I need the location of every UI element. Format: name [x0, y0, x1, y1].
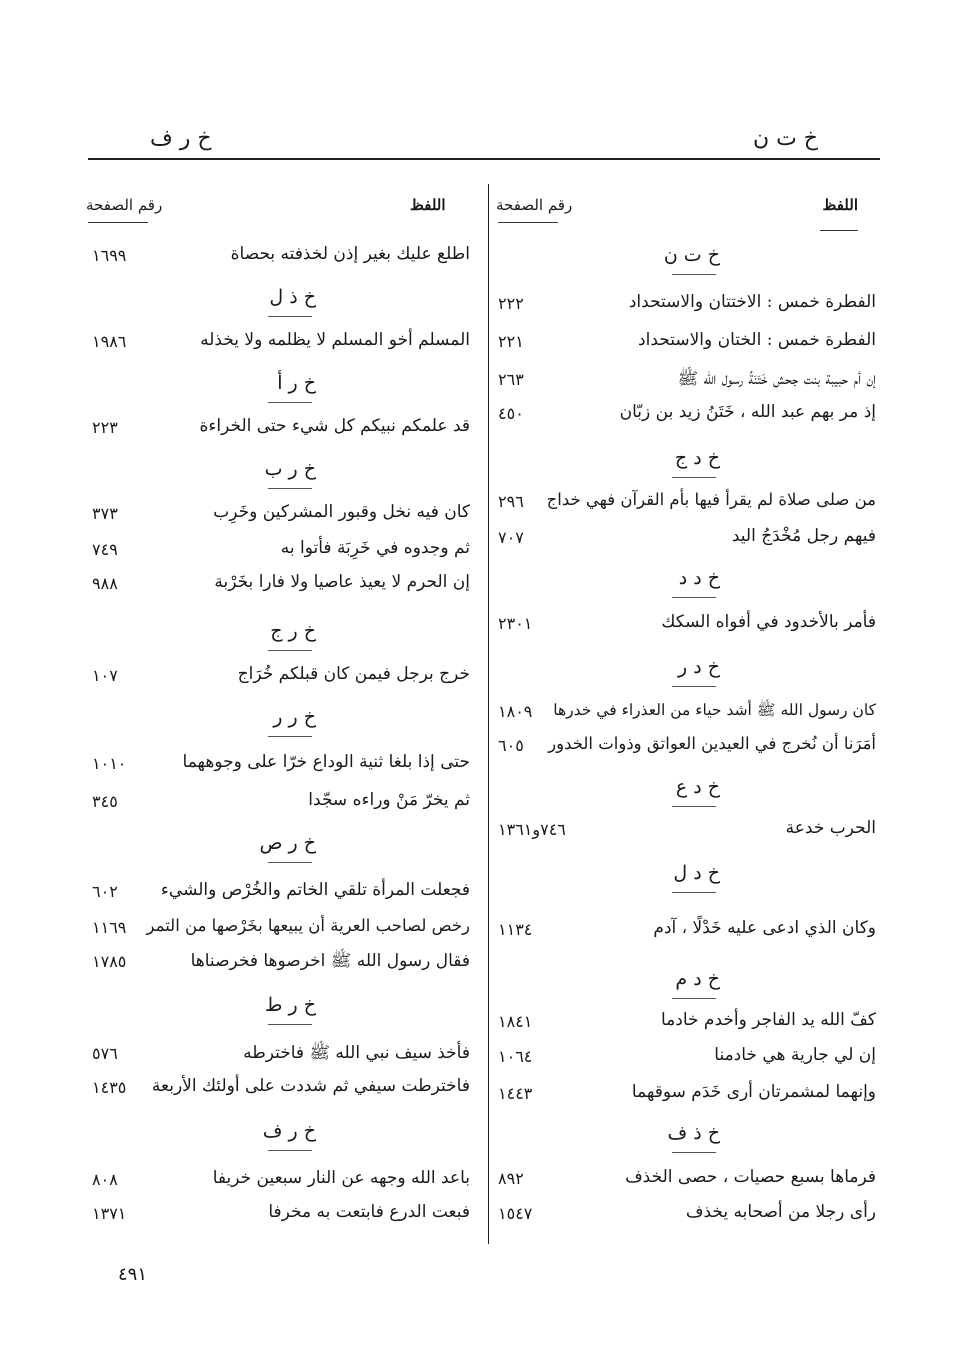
- entry-text: فجعلت المرأة تلقي الخاتم والخُرْص والشيء: [160, 880, 470, 900]
- entry-text: فبعت الدرع فابتعت به مخرفا: [268, 1202, 470, 1222]
- entry-page-number: ٢٦٣: [498, 370, 524, 389]
- entry-text: رأى رجلا من أصحابه يخذف: [685, 1202, 876, 1222]
- root-underline: [672, 686, 716, 687]
- entry-text: المسلم أخو المسلم لا يظلمه ولا يخذله: [200, 330, 470, 350]
- entry-text: من صلى صلاة لم يقرأ فيها بأم القرآن فهي خداج: [546, 490, 876, 509]
- header-left-title: خ ر ف: [150, 126, 212, 151]
- entry-text: اطلع عليك بغير إذن لخذفته بحصاة: [230, 244, 470, 264]
- entry-page-number: ١٠٦٤: [498, 1047, 533, 1066]
- root-underline: [672, 806, 716, 807]
- entry-text: ثم وجدوه في خَرِبَة فأتوا به: [280, 538, 470, 558]
- entry-text: فقال رسول الله ﷺ اخرصوها فخرصناها: [190, 951, 470, 971]
- entry-page-number: ٦٠٢: [92, 882, 118, 901]
- entry-text: إن أم حبيبة بنت جحش خَتَنَةُ رسول الله ﷺ: [677, 369, 876, 389]
- page-number: ٤٩١: [118, 1264, 148, 1285]
- header-rule: [88, 158, 880, 160]
- root-heading: خ ر ص: [259, 832, 316, 854]
- entry-text: كان رسول الله ﷺ أشد حياء من العذراء في خدرها: [553, 701, 876, 719]
- entry-text: ثم يخرّ مَنْ وراءه سجّدا: [308, 790, 470, 810]
- root-underline: [268, 736, 312, 737]
- entry-page-number: ٢٩٦: [498, 492, 524, 511]
- entry-page-number: ٢٢١: [498, 332, 524, 351]
- entry-page-number: ١٧٨٥: [92, 952, 127, 971]
- root-heading: خ ر أ: [277, 372, 316, 394]
- entry-page-number: ١٥٤٧: [498, 1204, 533, 1223]
- entry-text: رخص لصاحب العرية أن يبيعها بخَرْصها من التمر: [146, 916, 470, 935]
- entry-page-number: ١٨٠٩: [498, 702, 533, 721]
- entry-page-number: ٢٣٠١: [498, 614, 533, 633]
- root-underline: [672, 274, 716, 275]
- entry-page-number: ٦٠٥: [498, 736, 524, 755]
- entry-text: إن لي جارية هي خادمنا: [714, 1045, 876, 1065]
- left-word-label: اللفظ: [410, 196, 446, 214]
- root-underline: [268, 650, 312, 651]
- entry-page-number: ٧٠٧: [498, 528, 524, 547]
- entry-text: فرماها بسبع حصيات ، حصى الخذف: [625, 1167, 876, 1187]
- root-underline: [268, 1024, 312, 1025]
- entry-page-number: ٣٧٣: [92, 504, 118, 523]
- entry-page-number: ١١٣٤: [498, 920, 533, 939]
- entry-page-number: ٤٥٠: [498, 404, 524, 423]
- entry-text: إذ مر بهم عبد الله ، خَتَنُ زيد بن زبّان: [619, 402, 876, 422]
- root-heading: خ ت ن: [663, 244, 720, 266]
- root-heading: خ د ع: [675, 776, 720, 798]
- entry-text: الحرب خدعة: [785, 818, 876, 838]
- entry-text: وكان الذي ادعى عليه خَدْلًا ، آدم: [653, 918, 876, 938]
- entry-text: وإنهما لمشمرتان أرى خَدَم سوقهما: [631, 1082, 876, 1102]
- entry-text: قد علمكم نبيكم كل شيء حتى الخراءة: [199, 416, 470, 436]
- root-heading: خ د ر: [678, 656, 720, 678]
- root-heading: خ ذ ف: [667, 1122, 720, 1144]
- entry-text: كان فيه نخل وقبور المشركين وخَرِب: [213, 502, 470, 522]
- entry-page-number: ١٩٨٦: [92, 332, 127, 351]
- root-underline: [672, 1152, 716, 1153]
- header-right-title: خ ت ن: [752, 126, 818, 151]
- root-heading: خ ذ ل: [269, 286, 316, 308]
- entry-page-number: ٢٢٣: [92, 418, 118, 437]
- left-page-label-underline: [88, 222, 148, 223]
- entry-page-number: ٧٤٦و١٣٦١: [498, 820, 566, 839]
- entry-text: الفطرة خمس : الاختتان والاستحداد: [628, 292, 876, 312]
- entry-page-number: ١٤٣٥: [92, 1078, 127, 1097]
- entry-page-number: ٧٤٩: [92, 540, 118, 559]
- entry-page-number: ٥٧٦: [92, 1044, 118, 1063]
- entry-page-number: ٩٨٨: [92, 574, 118, 593]
- right-word-label: اللفظ: [822, 196, 858, 214]
- entry-page-number: ٨٩٢: [498, 1169, 524, 1188]
- entry-page-number: ١٠١٠: [92, 754, 127, 773]
- entry-page-number: ١١٦٩: [92, 918, 127, 937]
- left-page-label: رقم الصفحة: [86, 196, 163, 214]
- root-heading: خ ر ر: [273, 706, 316, 728]
- root-heading: خ د د: [678, 567, 720, 589]
- root-heading: خ ر ب: [264, 458, 316, 480]
- entry-text: فأمر بالأخدود في أفواه السكك: [661, 612, 876, 632]
- root-heading: خ ر ج: [270, 620, 316, 642]
- entry-text: إن الحرم لا يعيذ عاصيا ولا فارا بخَرْبة: [214, 572, 470, 592]
- entry-text: أمَرَنا أن نُخرج في العيدين العواتق وذوات الخدور: [548, 734, 876, 753]
- root-heading: خ ر ف: [262, 1120, 316, 1142]
- right-page-label: رقم الصفحة: [496, 196, 573, 214]
- entry-page-number: ٢٢٢: [498, 294, 524, 313]
- root-underline: [672, 998, 716, 999]
- root-underline: [268, 488, 312, 489]
- entry-text: فاخترطت سيفي ثم شددت على أولئك الأربعة: [151, 1076, 470, 1096]
- root-underline: [672, 892, 716, 893]
- entry-text: كفّ الله يد الفاجر وأخدم خادما: [660, 1010, 876, 1030]
- root-underline: [268, 862, 312, 863]
- entry-page-number: ١٦٩٩: [92, 246, 127, 265]
- root-heading: خ ر ط: [264, 994, 316, 1016]
- root-underline: [672, 477, 716, 478]
- root-underline: [268, 316, 312, 317]
- entry-text: الفطرة خمس : الختان والاستحداد: [638, 330, 876, 350]
- root-heading: خ د ل: [673, 862, 720, 884]
- entry-page-number: ٨٠٨: [92, 1170, 118, 1189]
- root-underline: [268, 402, 312, 403]
- column-divider: [488, 184, 489, 1244]
- entry-text: خرج برجل فيمن كان قبلكم خُرَاج: [237, 664, 470, 684]
- root-underline: [268, 1150, 312, 1151]
- entry-page-number: ١٨٤١: [498, 1012, 533, 1031]
- right-page-label-underline: [498, 222, 558, 223]
- entry-text: فأخذ سيف نبي الله ﷺ فاخترطه: [243, 1043, 470, 1063]
- entry-page-number: ١٤٤٣: [498, 1084, 533, 1103]
- entry-page-number: ١٣٧١: [92, 1204, 127, 1223]
- root-heading: خ د م: [675, 968, 720, 990]
- root-heading: خ د ج: [674, 447, 720, 469]
- entry-text: فيهم رجل مُخْدَجُ اليد: [731, 526, 876, 546]
- entry-page-number: ٣٤٥: [92, 792, 118, 811]
- entry-text: باعد الله وجهه عن النار سبعين خريفا: [212, 1168, 470, 1188]
- root-underline: [672, 597, 716, 598]
- entry-text: حتى إذا بلغا ثنية الوداع خرّا على وجوههما: [182, 752, 470, 772]
- entry-page-number: ١٠٧: [92, 666, 118, 685]
- right-word-label-underline: [820, 230, 858, 231]
